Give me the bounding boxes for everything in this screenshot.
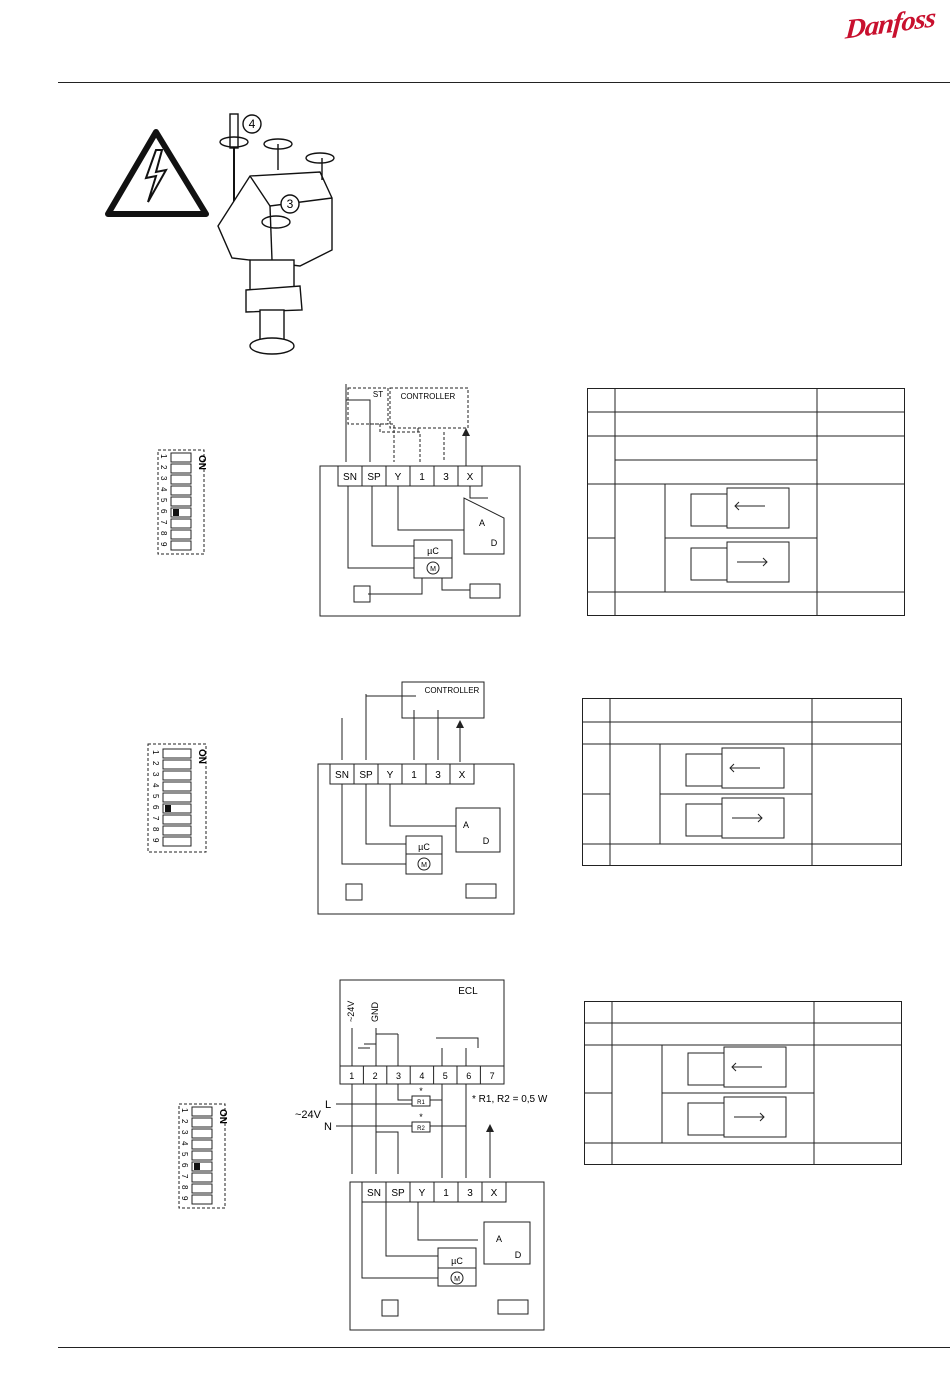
terminal-sn: SN: [335, 770, 349, 781]
r2-star: *: [419, 1112, 423, 1122]
terminal-sn: SN: [343, 472, 357, 483]
dip-on-label: ON: [196, 749, 207, 764]
dip-on-label: ON: [196, 455, 207, 470]
spec-table-2: [582, 698, 902, 866]
terminal-y: Y: [418, 1188, 426, 1199]
dip-number: 7: [180, 1174, 189, 1179]
dip-number: 6: [159, 509, 168, 514]
dip-switch-slot: [171, 497, 191, 506]
terminal-row-3: [362, 1182, 506, 1202]
ad-d-label: D: [490, 538, 498, 548]
dip-number: 6: [151, 805, 160, 810]
actuator-drawing: [218, 114, 334, 354]
dip-number: 8: [159, 531, 168, 536]
ecl-terminal-number: 6: [466, 1071, 472, 1081]
ecl-gnd-label: GND: [370, 1002, 380, 1022]
dip-switch-slot: [192, 1140, 212, 1149]
ecl-terminal-number: 1: [349, 1071, 355, 1081]
dip-switch-slot: [171, 519, 191, 528]
dip-number: 3: [151, 772, 160, 777]
terminal-sp: SP: [367, 472, 381, 483]
dip-number: 1: [180, 1108, 189, 1113]
terminal-3: 3: [467, 1188, 473, 1199]
terminal-1: 1: [411, 770, 417, 781]
r1-star: *: [419, 1086, 423, 1096]
step-3-label: 3: [286, 197, 294, 211]
dip-switch-3: [178, 1103, 226, 1209]
terminal-sp: SP: [359, 770, 373, 781]
microcontroller-label: µC: [418, 842, 430, 852]
controller-label-1: CONTROLLER: [400, 392, 456, 401]
dip-number: 1: [151, 750, 160, 755]
ad-a-label: A: [478, 518, 486, 528]
ad-a-label: A: [462, 820, 470, 830]
motor-label: M: [454, 1276, 460, 1283]
dip-switch-2: [147, 743, 207, 853]
st-label: ST: [372, 390, 384, 399]
dip-switch-slot: [163, 837, 191, 846]
footer-rule: [58, 1347, 950, 1348]
microcontroller-label: µC: [451, 1256, 463, 1266]
installation-illustration: [100, 110, 360, 360]
step-4-label: 4: [248, 117, 256, 131]
dip-number: 7: [159, 520, 168, 525]
dip-number: 8: [180, 1185, 189, 1190]
valve-close-icon: [691, 542, 789, 582]
dip-number: 5: [151, 794, 160, 799]
dip-number: 2: [151, 761, 160, 766]
dip-switch-slot: [192, 1151, 212, 1160]
dip-switch-knob: [173, 509, 179, 516]
danfoss-logo: Danfoss: [844, 2, 937, 46]
wiring-diagram-2: [316, 676, 526, 918]
dip-switch-slot: [171, 464, 191, 473]
motor-label: M: [430, 566, 436, 573]
high-voltage-warning-icon: [108, 132, 206, 214]
dip-switch-slot: [192, 1173, 212, 1182]
terminal-3: 3: [435, 770, 441, 781]
line-l-label: L: [324, 1099, 332, 1111]
terminal-sp: SP: [391, 1188, 405, 1199]
r2-label: R2: [417, 1126, 425, 1132]
dip-number: 5: [180, 1152, 189, 1157]
dip-number: 4: [180, 1141, 189, 1146]
dip-number: 4: [151, 783, 160, 788]
terminal-x: X: [458, 770, 466, 781]
terminal-y: Y: [386, 770, 394, 781]
dip-number: 3: [159, 476, 168, 481]
dip-switch-slot: [192, 1129, 212, 1138]
terminal-row-2: [330, 764, 474, 784]
ecl-24v-label: ~24V: [346, 1000, 356, 1022]
ecl-label: ECL: [458, 986, 478, 997]
ad-d-label: D: [514, 1250, 522, 1260]
ecl-terminal-number: 4: [419, 1071, 425, 1081]
dip-switch-slot: [192, 1118, 212, 1127]
dip-number: 9: [180, 1196, 189, 1201]
dip-number: 4: [159, 487, 168, 492]
dip-number: 8: [151, 827, 160, 832]
valve-open-icon: [686, 748, 784, 788]
ad-d-label: D: [482, 836, 490, 846]
terminal-y: Y: [394, 472, 402, 483]
dip-switch-slot: [163, 815, 191, 824]
dip-number: 2: [159, 465, 168, 470]
terminal-3: 3: [443, 472, 449, 483]
controller-label-2: CONTROLLER: [424, 686, 480, 695]
terminal-x: X: [490, 1188, 498, 1199]
spec-table-3: [584, 1001, 902, 1165]
valve-open-icon: [688, 1047, 786, 1087]
dip-number: 6: [180, 1163, 189, 1168]
resistors-note: * R1, R2 = 0,5 W: [472, 1094, 548, 1105]
dip-switch-slot: [171, 475, 191, 484]
line-n-label: N: [324, 1121, 332, 1133]
dip-number: 2: [180, 1119, 189, 1124]
dip-switch-slot: [171, 453, 191, 462]
dip-switch-knob: [165, 805, 171, 812]
terminal-1: 1: [419, 472, 425, 483]
header-rule: [58, 82, 950, 83]
dip-number: 9: [159, 542, 168, 547]
dip-switch-slot: [163, 760, 191, 769]
wiring-diagram-3: [288, 978, 558, 1334]
ecl-terminal-number: 7: [489, 1071, 495, 1081]
dip-on-label: ON: [217, 1109, 228, 1124]
terminal-sn: SN: [367, 1188, 381, 1199]
terminal-x: X: [466, 472, 474, 483]
dip-switch-slot: [171, 541, 191, 550]
dip-switch-slot: [163, 749, 191, 758]
dip-number: 9: [151, 838, 160, 843]
ecl-terminal-number: 3: [395, 1071, 402, 1081]
supply-24v-label: ~24V: [295, 1109, 321, 1121]
ecl-terminal-number: 5: [442, 1071, 448, 1081]
valve-close-icon: [688, 1097, 786, 1137]
dip-number: 3: [180, 1130, 189, 1135]
spec-table-1: [587, 388, 905, 616]
dip-switch-slot: [163, 793, 191, 802]
dip-switch-slot: [171, 530, 191, 539]
ad-a-label: A: [495, 1234, 503, 1244]
dip-number: 1: [159, 454, 168, 459]
motor-label: M: [421, 862, 427, 869]
r1-label: R1: [417, 1100, 425, 1106]
dip-switch-knob: [194, 1163, 200, 1170]
dip-switch-slot: [192, 1107, 212, 1116]
ecl-terminal-number: 2: [372, 1071, 378, 1081]
dip-switch-slot: [192, 1195, 212, 1204]
microcontroller-label: µC: [427, 546, 439, 556]
wiring-diagram-1: [318, 380, 528, 620]
dip-switch-slot: [192, 1184, 212, 1193]
terminal-row-1: [338, 466, 482, 486]
dip-switch-slot: [171, 486, 191, 495]
terminal-1: 1: [443, 1188, 449, 1199]
valve-close-icon: [686, 798, 784, 838]
valve-open-icon: [691, 488, 789, 528]
dip-number: 7: [151, 816, 160, 821]
dip-switch-1: [157, 449, 205, 555]
dip-switch-slot: [163, 826, 191, 835]
dip-switch-slot: [163, 782, 191, 791]
dip-switch-slot: [163, 771, 191, 780]
dip-number: 5: [159, 498, 168, 503]
